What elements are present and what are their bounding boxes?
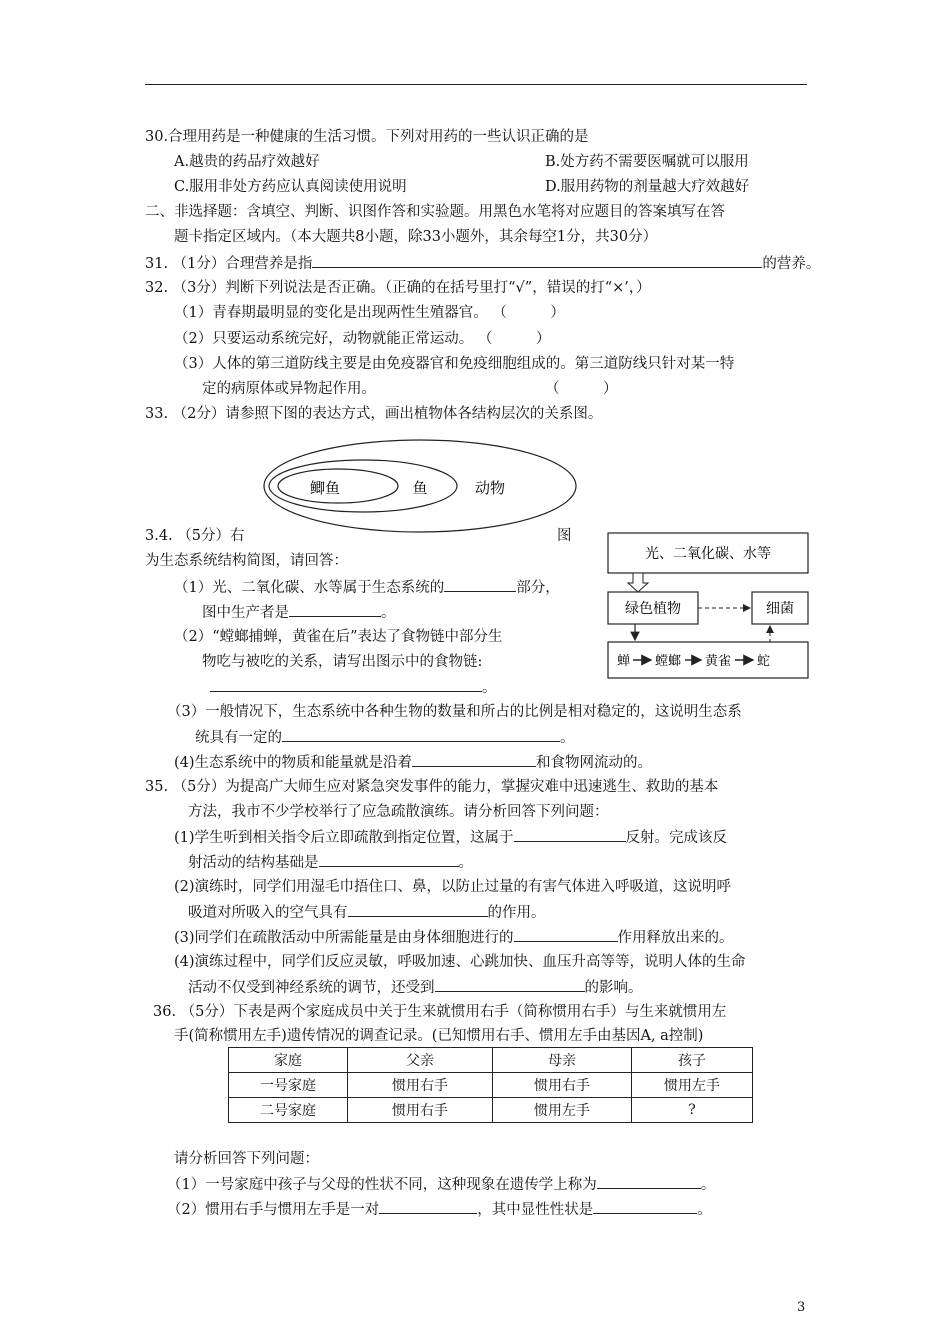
section2-line2: 题卡指定区域内。（本大题共8小题，除33小题外，其余每空1分，共30分） [174,229,658,245]
chain-cicada: 蝉 [617,654,631,669]
table-header: 家庭 [229,1048,348,1073]
q35-s1b-pre: 射活动的结构基础是 [188,855,319,871]
q34-s3b-blank[interactable] [282,727,560,742]
q35-s2b-blank[interactable] [348,902,488,917]
ellipse-label-inner: 鲫鱼 [309,479,341,497]
chain-mantis: 螳螂 [655,654,682,669]
table-header: 父亲 [348,1048,493,1073]
q35-s1a-pre: (1)学生听到相关指令后立即疏散到指定位置，这属于 [174,830,514,846]
q30-stem: 30.合理用药是一种健康的生活习惯。下列对用药的一些认识正确的是 [145,129,589,145]
ellipse-label-outer: 动物 [474,479,506,497]
nested-ellipse-diagram [260,436,580,536]
q34-s3b [195,727,575,748]
q35-s3 [174,927,734,948]
q34-s1b-pre: 图中生产者是 [202,605,289,621]
q34-s4 [174,752,652,773]
q30-option-b: B.处方药不需要医嘱就可以服用 [545,154,749,170]
q34-s2b: 物吃与被吃的关系，请写出图示中的食物链: [202,654,483,670]
q34-s4-blank[interactable] [412,752,536,767]
table-cell: 惯用右手 [348,1098,493,1123]
q34-s3b-post: 。 [560,730,575,746]
q35-line1: 35. （5分）为提高广大师生应对紧急突发事件的能力，掌握灾难中迅速逃生、救助的基本 [145,779,719,795]
q36-s2-pre: （2）惯用右手与惯用左手是一对 [167,1202,380,1218]
table-header: 孩子 [632,1048,753,1073]
q34-s3a: （3）一般情况下，生态系统中各种生物的数量和所占的比例是相对稳定的，这说明生态系 [167,704,742,720]
table-cell: 惯用左手 [493,1098,632,1123]
q35-s3-post: 作用释放出来的。 [617,930,734,946]
q35-s1b-post: 。 [458,855,473,871]
q34-head-a: 3.4. （5分）右 [145,528,245,544]
page-number: 3 [797,1300,806,1315]
table-header-row [229,1048,753,1073]
q34-s3b-pre: 统具有一定的 [195,730,282,746]
q34-s1b-post: 。 [381,605,396,621]
q36-line1: 36. （5分）下表是两个家庭成员中关于生来就惯用右手（简称惯用右手）与生来就惯用左 [153,1004,727,1020]
q32-s3-bracket: （ ） [545,381,618,397]
q36-s2-mid: ，其中显性性状是 [477,1202,594,1218]
q34-s2a: （2）“螳螂捕蝉，黄雀在后”表达了食物链中部分生 [174,629,503,645]
q34-s1b-blank[interactable] [289,602,381,617]
q31-pre: 31. （1分）合理营养是指 [145,256,313,272]
q35-s4b [188,977,643,998]
q34-s1a-pre: （1）光、二氧化碳、水等属于生态系统的 [174,580,445,596]
table-cell: 惯用右手 [493,1073,632,1098]
q30-option-a: A.越贵的药品疗效越好 [174,154,320,170]
q34-s1a-blank[interactable] [444,577,516,592]
chain-oriole: 黄雀 [705,654,732,669]
q36-s2-post: 。 [697,1202,712,1218]
q34-s2c-blank[interactable] [210,677,482,692]
hollow-arrow-icon [628,573,648,592]
q35-s2b [188,902,546,923]
q35-s3-pre: (3)同学们在疏散活动中所需能量是由身体细胞进行的 [174,930,514,946]
bacteria-label: 细菌 [766,601,794,617]
q34-head-b: 图 [557,528,572,544]
q36-s2-blank1[interactable] [379,1199,477,1214]
table-cell: 一号家庭 [229,1073,348,1098]
table-cell: 惯用右手 [348,1073,493,1098]
q35-s4b-blank[interactable] [435,977,585,992]
ellipse-middle [269,460,457,512]
q34-s2c [210,677,497,698]
table-row [229,1098,753,1123]
ellipse-label-middle: 鱼 [412,479,428,497]
q31-post: 的营养。 [762,256,821,272]
q35-s1b [188,852,473,873]
chain-snake: 蛇 [757,654,771,669]
q35-s1a-post: 反射。完成该反 [625,830,728,846]
abiotic-label: 光、二氧化碳、水等 [645,546,771,562]
q34-line2: 为生态系统结构简图，请回答： [145,553,348,569]
q36-s1-pre: （1）一号家庭中孩子与父母的性状不同，这种现象在遗传学上称为 [167,1177,597,1193]
table-cell: 二号家庭 [229,1098,348,1123]
table-header: 母亲 [493,1048,632,1073]
q35-line2: 方法，我市不少学校举行了应急疏散演练。请分析回答下列问题： [188,804,609,820]
q36-s2-blank2[interactable] [593,1199,697,1214]
table-row [229,1073,753,1098]
q32-s3b: 定的病原体或异物起作用。 [202,381,376,397]
q36-prompt: 请分析回答下列问题： [174,1151,319,1167]
q30-option-c: C.服用非处方药应认真阅读使用说明 [174,179,407,195]
q34-s4-pre: (4)生态系统中的物质和能量就是沿着 [174,755,413,771]
q35-s2a: (2)演练时，同学们用湿毛巾捂住口、鼻，以防止过量的有害气体进入呼吸道，这说明呼 [174,879,732,895]
table-cell: 惯用左手 [632,1073,753,1098]
q35-s1b-blank[interactable] [319,852,459,867]
q34-s1a [174,577,560,598]
q32-stem: 32. （3分）判断下列说法是否正确。（正确的在括号里打“√”，错误的打“×’，） [145,280,651,296]
q35-s1a-blank[interactable] [514,827,626,842]
table-cell: ? [632,1098,753,1123]
heredity-table [228,1047,753,1123]
plant-label: 绿色植物 [625,601,681,617]
q35-s4b-post: 的影响。 [584,980,643,996]
q32-s2: （2）只要运动系统完好，动物就能正常运动。 （ ） [174,331,551,347]
q33-stem: 33. （2分）请参照下图的表达方式，画出植物体各结构层次的关系图。 [145,406,603,422]
q35-s4a: (4)演练过程中，同学们反应灵敏，呼吸加速、心跳加快、血压升高等等，说明人体的生命 [174,954,746,970]
q36-s1-post: 。 [700,1177,716,1193]
q34-s2c-post: 。 [482,680,497,696]
q30-option-d: D.服用药物的剂量越大疗效越好 [545,179,750,195]
q36-s2 [167,1199,712,1220]
q35-s2b-pre: 吸道对所吸入的空气具有 [188,905,348,921]
header-rule [145,84,807,85]
q34-s4-post: 和食物网流动的。 [536,755,653,771]
q36-s1-blank[interactable] [597,1174,701,1189]
q35-s3-blank[interactable] [514,927,618,942]
q35-s4b-pre: 活动不仅受到神经系统的调节，还受到 [188,980,435,996]
section2-line1: 二、非选择题：含填空、判断、识图作答和实验题。用黑色水笔将对应题目的答案填写在答 [145,204,725,220]
ecosystem-diagram [605,530,815,685]
q36-s1 [167,1174,715,1195]
q35-s1a [174,827,727,848]
q34-s1b [202,602,396,623]
q31-blank[interactable] [312,253,762,268]
q34-s1a-post: 部分， [516,580,560,596]
q35-s2b-post: 的作用。 [487,905,546,921]
q31 [145,253,820,274]
q36-line2: 手(简称惯用左手)遗传情况的调查记录。(已知惯用右手、惯用左手由基因A, a控制) [174,1028,704,1044]
q32-s3a: （3）人体的第三道防线主要是由免疫器官和免疫细胞组成的。第三道防线只针对某一特 [174,356,735,372]
q32-s1: （1）青春期最明显的变化是出现两性生殖器官。 （ ） [174,305,565,321]
